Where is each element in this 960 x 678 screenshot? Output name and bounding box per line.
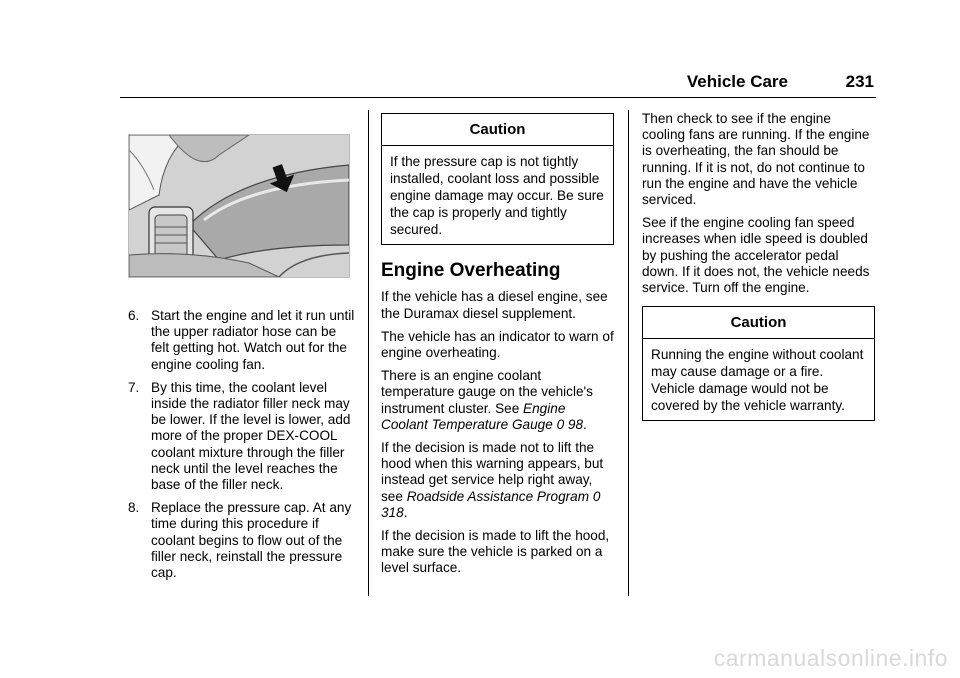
section-heading: Engine Overheating <box>381 260 561 282</box>
caution-text: If the pressure cap is not tightly installed, coolant loss and possible engine damage may occur. Be sure the cap is properly and tightly secured. <box>390 154 604 238</box>
left-column <box>128 308 358 588</box>
column-divider-left <box>368 110 369 596</box>
step-text: Replace the pressure cap. At any time during this procedure if coolant begins to flow out of the filler neck, reinstall the pressure cap. <box>151 500 352 581</box>
caution-box-pressure-cap <box>381 113 614 245</box>
paragraph-roadside <box>381 440 614 521</box>
link-engine-coolant-temperature-gauge[interactable]: Engine Coolant Temperature Gauge <box>381 400 566 432</box>
step-text: Start the engine and let it run until the upper radiator hose can be felt getting hot. Watch out for the engine cooling fan. <box>151 308 355 372</box>
caution-title: Caution <box>643 307 874 339</box>
step-7 <box>128 380 358 493</box>
step-number: 8. <box>128 500 140 516</box>
page-ref-icon: 0 <box>592 488 601 504</box>
step-number: 6. <box>128 308 140 323</box>
text-span: If the decision is made not to lift the hood when this warning appears, but instead get service help right away, see <box>381 440 604 504</box>
column-divider-right <box>628 110 629 596</box>
caution-box-no-coolant <box>642 306 875 421</box>
link-roadside-assistance-program[interactable]: Roadside Assistance Program <box>406 488 590 504</box>
step-text: By this time, the coolant level inside the radiator filler neck may be lower. If the level is lower, add more of the proper DEX-COOL coolant mixture through the filler neck until the level reaches the base of the filler neck. <box>151 379 351 493</box>
page-ref[interactable]: 318 <box>381 504 404 520</box>
paragraph-indicator: The vehicle has an indicator to warn of engine overheating. <box>381 328 614 361</box>
paragraph-cooling-fans: Then check to see if the engine cooling fans are running. If the engine is overheating, the fan should be running. If it is not, do not continue to run the engine and have the vehicle serviced. <box>642 111 870 208</box>
caution-text: Running the engine without coolant may cause damage or a fire. Vehicle damage would not be covered by the vehicle warranty. <box>651 347 864 414</box>
middle-column <box>381 113 614 584</box>
step-8 <box>128 500 358 581</box>
caution-title: Caution <box>382 114 613 146</box>
text-span: . <box>403 504 408 520</box>
watermark: carmanualsonline.info <box>713 645 948 671</box>
header-rule <box>120 97 876 98</box>
radiator-hose-illustration <box>128 134 350 278</box>
text-span: There is an engine coolant temperature gauge on the vehicle's instrument cluster. See <box>381 368 593 416</box>
step-number: 7. <box>128 379 140 395</box>
page-ref-icon: 0 <box>556 416 565 432</box>
step-6 <box>128 308 358 373</box>
page-ref[interactable]: 98 <box>567 416 584 432</box>
paragraph-gauge <box>381 368 614 433</box>
paragraph-fan-speed: See if the engine cooling fan speed increases when idle speed is doubled by pushing the accelerator pedal down. If it does not, the vehicle needs service. Turn off the engine. <box>642 215 870 296</box>
page-number: 231 <box>845 72 874 91</box>
right-column <box>642 111 875 421</box>
paragraph-diesel: If the vehicle has a diesel engine, see the Duramax diesel supplement. <box>381 289 608 321</box>
paragraph-level-surface: If the decision is made to lift the hood, make sure the vehicle is parked on a level surface. <box>381 528 610 576</box>
page-section-title: Vehicle Care <box>686 72 788 91</box>
procedure-steps <box>128 308 358 581</box>
text-span: . <box>583 416 587 432</box>
